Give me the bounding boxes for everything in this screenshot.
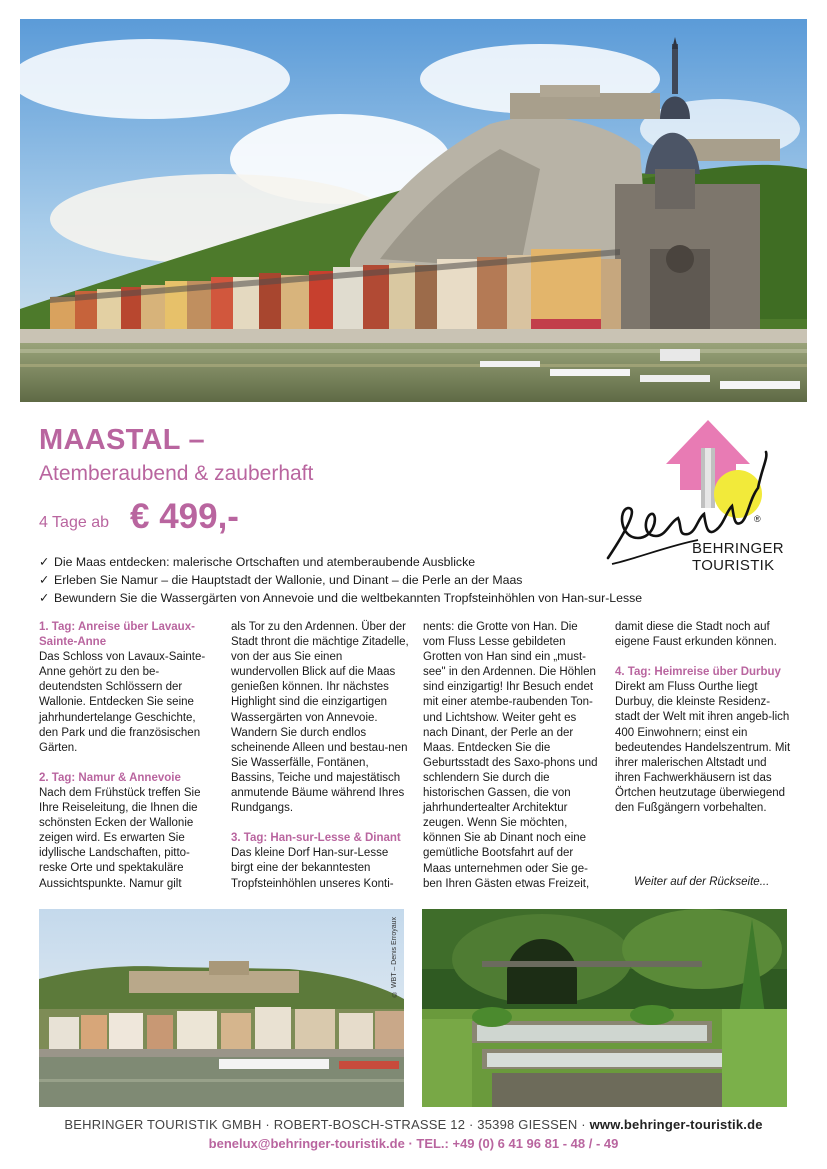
itinerary: [39, 620, 799, 900]
footer-contact: [0, 1136, 827, 1151]
day-4-title: 4. Tag: Heimreise über Durbuy: [615, 666, 781, 679]
itinerary-column-3: [423, 620, 601, 907]
day-2-title: 2. Tag: Namur & Annevoie: [39, 771, 181, 784]
day-3-end: damit diese die Stadt noch auf eigene Faust erkunden können.: [615, 621, 777, 649]
day-1: [39, 620, 217, 756]
photo-annevoie-gardens: [422, 909, 787, 1107]
day-3-text: Das kleine Dorf Han-sur-Lesse birgt eine der bekanntesten Tropfsteinhöhlen unseres Konti-: [231, 847, 394, 890]
highlight-item: ✓ Die Maas entdecken: malerische Ortschaften und atemberaubende Ausblicke: [39, 555, 476, 569]
trip-subtitle: Atemberaubend & zauberhaft: [39, 462, 314, 485]
check-icon: ✓: [39, 555, 50, 569]
continued-on-back: Weiter auf der Rückseite...: [634, 876, 770, 888]
registered-mark: ®: [754, 514, 761, 524]
day-1-title: 1. Tag: Anreise über Lavaux-Sainte-Anne: [39, 621, 195, 649]
highlight-item: ✓ Erleben Sie Namur – die Hauptstadt der Wallonie, und Dinant – die Perle an der Maas: [39, 573, 523, 587]
highlights-list: [39, 553, 799, 607]
footer-website-link[interactable]: www.behringer-touristik.de: [589, 1117, 763, 1132]
itinerary-column-2: [231, 620, 409, 907]
footer-email-link[interactable]: benelux@behringer-touristik.de: [208, 1136, 405, 1151]
footer-address: [0, 1117, 827, 1132]
check-icon: ✓: [39, 573, 50, 587]
hero-photo-dinant: [20, 19, 807, 402]
day-2: [39, 771, 217, 892]
photo-namur: [39, 909, 404, 1107]
check-icon: ✓: [39, 591, 50, 605]
duration-label: 4 Tage ab: [39, 514, 109, 531]
footer-company-address: BEHRINGER TOURISTIK GMBH · ROBERT-BOSCH-STRASSE 12 · 35398 GIESSEN ·: [64, 1117, 586, 1132]
day-2-text: Nach dem Frühstück treffen Sie Ihre Reiseleitung, die Ihnen die schönsten Ecken der Wallonie zeigen wird. Es erwarten Sie idyllische Landschaften, pitto-reske Orte und spektakuläre Aussichtspunkte. Namur gilt: [39, 786, 201, 890]
footer-phone: · TEL.: +49 (0) 6 41 96 81 - 48 / - 49: [408, 1136, 619, 1151]
day-3-continued: nents: die Grotte von Han. Die vom Fluss Lesse gebildeten Grotten von Han sind ein „must-see" in den Ardennen. Die Höhlen sind einzigartig! Ihr Besuch endet mit einer atembe-raubenden Ton- und Lichtshow. Weiter geht es nach Dinant, der Perle an der Maas. Entdecken Sie die Geburtsstadt des Saxo-phons und schlendern Sie durch die historischen Gassen, die von jahrhundertealter Architektur zeugen. Wenn Sie möchten, können Sie ab Dinant noch eine gemütliche Bootsfahrt auf der Maas unternehmen oder Sie ge-ben Ihren Gästen etwas Freizeit,: [423, 621, 598, 890]
photo-credit: © WBT – Denis Erroyaux: [391, 916, 398, 997]
trip-title: MAASTAL –: [39, 424, 205, 456]
day-3: [231, 831, 409, 891]
day-2-continued: als Tor zu den Ardennen. Über der Stadt thront die mächtige Zitadelle, von der aus Sie einen wundervollen Blick auf die Maas genießen können. Ihr nächstes Highlight sind die einzigartigen Wassergärten von Annevoie. Wandern Sie durch endlos scheinende Alleen und bestau-nen Sie Wasserfälle, Fontänen, Bassins, Teiche und majestätisch anmutende Bäume während Ihres Rundgangs.: [231, 621, 409, 815]
itinerary-column-4: [615, 620, 793, 831]
logo-line-2: TOURISTIK: [692, 557, 775, 574]
day-4-text: Direkt am Fluss Ourthe liegt Durbuy, die kleinste Residenz-stadt der Welt mit ihren angeb-lich 400 Einwohnern; einst ein bedeutendes Handelszentrum. Mit ihrer malerischen Altstadt und ihren Fachwerkhäusern ist das Örtchen heutzutage überwiegend den Fußgängern vorbehalten.: [615, 681, 791, 815]
highlight-item: ✓ Bewundern Sie die Wassergärten von Annevoie und die weltbekannten Tropfsteinhöhlen von Han-sur-Lesse: [39, 591, 643, 605]
logo-line-1: BEHRINGER: [692, 540, 784, 557]
day-3-title: 3. Tag: Han-sur-Lesse & Dinant: [231, 832, 401, 845]
price: € 499,-: [130, 497, 239, 536]
itinerary-column-1: [39, 620, 217, 907]
day-1-text: Das Schloss von Lavaux-Sainte-Anne gehört zu den be-deutendsten Schlössern der Wallonie. Entdecken Sie seine jahrhundertelange Geschichte, den Park und die französischen Gärten.: [39, 651, 206, 754]
day-4: [615, 665, 793, 816]
